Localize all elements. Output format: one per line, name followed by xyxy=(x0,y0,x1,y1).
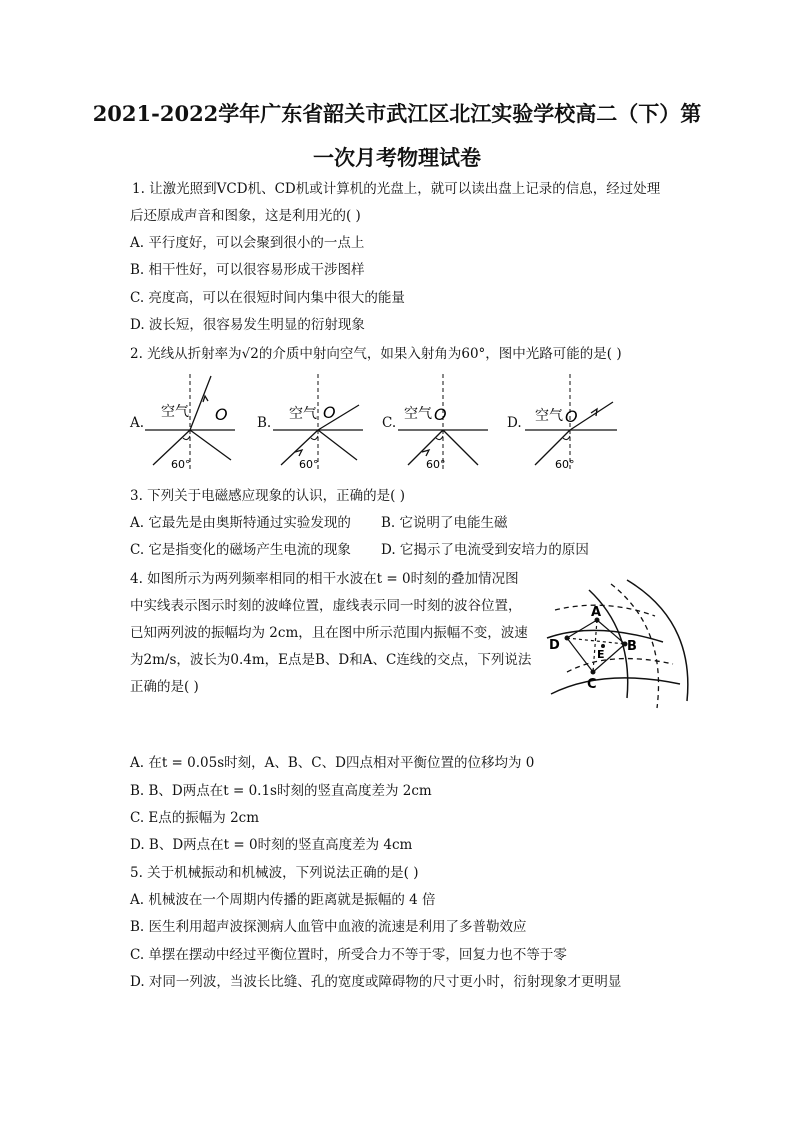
q2-option-a-label: A. xyxy=(130,415,145,431)
q3-option-b: B. 它说明了电能生磁 xyxy=(381,515,508,531)
q4-option-c: C. E点的振幅为 2cm xyxy=(130,810,260,826)
q1-option-d: D. 波长短，很容易发生明显的衍射现象 xyxy=(130,317,365,333)
svg-text:空气: 空气 xyxy=(535,408,563,424)
point-a-label: A xyxy=(591,605,602,620)
q2-diagram-b xyxy=(273,372,368,472)
q4-stem-line-1: 4. 如图所示为两列频率相同的相干水波在t = 0时刻的叠加情况图 xyxy=(130,571,519,587)
q4-option-a: A. 在t = 0.05s时刻，A、B、C、D四点相对平衡位置的位移均为 0 xyxy=(130,755,535,771)
q4-stem-line-4: 为2m/s，波长为0.4m，E点是B、D和A、C连线的交点，下列说法 xyxy=(130,652,532,668)
svg-text:O: O xyxy=(565,407,578,426)
q4-wave-diagram xyxy=(545,576,695,718)
q5-option-d: D. 对同一列波，当波长比缝、孔的宽度或障碍物的尺寸更小时，衍射现象才更明显 xyxy=(130,974,622,990)
q2-a-air-text: 空气 xyxy=(161,404,189,420)
svg-text:空气: 空气 xyxy=(289,406,317,422)
svg-text:O: O xyxy=(323,403,336,422)
point-d-label: D xyxy=(549,638,560,653)
q1-option-b: B. 相干性好，可以很容易形成干涉图样 xyxy=(130,262,365,278)
point-b-label: B xyxy=(627,639,637,654)
q4-stem-line-5: 正确的是( ) xyxy=(130,679,199,695)
q2-diagram-d xyxy=(525,372,625,472)
svg-text:60°: 60° xyxy=(299,458,319,471)
q3-option-d: D. 它揭示了电流受到安培力的原因 xyxy=(381,542,589,558)
svg-text:O: O xyxy=(434,405,447,424)
q5-option-a: A. 机械波在一个周期内传播的距离就是振幅的 4 倍 xyxy=(130,892,436,908)
q2-stem: 2. 光线从折射率为√2的介质中射向空气，如果入射角为60°，图中光路可能的是( ) xyxy=(130,346,622,362)
q5-stem: 5. 关于机械振动和机械波，下列说法正确的是( ) xyxy=(130,865,419,881)
q2-diagram-a xyxy=(145,372,240,472)
q2-option-c-label: C. xyxy=(382,415,397,431)
svg-text:60°: 60° xyxy=(171,458,191,471)
svg-text:60°: 60° xyxy=(426,458,446,471)
q2-option-b-label: B. xyxy=(257,415,272,431)
paper-title-line-1: 2021-2022学年广东省韶关市武江区北江实验学校高二（下）第 xyxy=(92,101,702,126)
q4-option-d: D. B、D两点在t = 0时刻的竖直高度差为 4cm xyxy=(130,837,413,853)
q1-stem-line-1: 1. 让激光照到VCD机、CD机或计算机的光盘上，就可以读出盘上记录的信息，经过处理 xyxy=(132,181,661,197)
svg-text:O: O xyxy=(215,405,228,424)
q3-option-a: A. 它最先是由奥斯特通过实验发现的 xyxy=(130,515,351,531)
q2-diagram-c xyxy=(398,372,493,472)
svg-text:空气: 空气 xyxy=(404,406,432,422)
q2-option-d-label: D. xyxy=(507,415,522,431)
q5-option-c: C. 单摆在摆动中经过平衡位置时，所受合力不等于零，回复力也不等于零 xyxy=(130,947,567,963)
q4-option-b: B. B、D两点在t = 0.1s时刻的竖直高度差为 2cm xyxy=(130,783,432,799)
q4-stem-line-3: 已知两列波的振幅均为 2cm，且在图中所示范围内振幅不变，波速 xyxy=(130,625,528,641)
point-c-label: C xyxy=(587,677,597,692)
paper-title-line-2: 一次月考物理试卷 xyxy=(313,145,481,170)
q5-option-b: B. 医生利用超声波探测病人血管中血液的流速是利用了多普勒效应 xyxy=(130,919,527,935)
q4-stem-line-2: 中实线表示图示时刻的波峰位置，虚线表示同一时刻的波谷位置， xyxy=(130,598,522,614)
q1-option-c: C. 亮度高，可以在很短时间内集中很大的能量 xyxy=(130,290,405,306)
point-e-label: E xyxy=(597,648,605,661)
q3-stem: 3. 下列关于电磁感应现象的认识，正确的是( ) xyxy=(130,488,405,504)
q1-option-a: A. 平行度好，可以会聚到很小的一点上 xyxy=(130,235,365,251)
q3-option-c: C. 它是指变化的磁场产生电流的现象 xyxy=(130,542,351,558)
q1-stem-line-2: 后还原成声音和图象，这是利用光的( ) xyxy=(130,208,361,224)
svg-text:60°: 60° xyxy=(555,458,575,471)
